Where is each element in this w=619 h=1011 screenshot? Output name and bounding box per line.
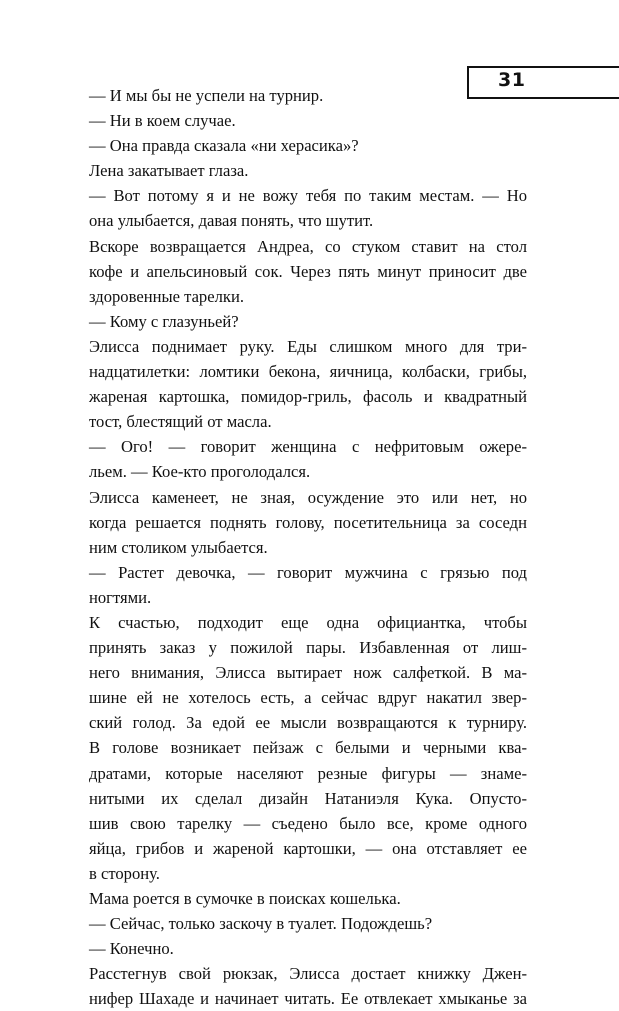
text-line: в сторону.: [89, 863, 160, 883]
text-line: — Конечно.: [89, 939, 174, 959]
text-line: льем. — Кое-кто проголодался.: [89, 462, 311, 482]
text-line: здоровенные тарелки.: [89, 286, 244, 306]
text-line: она улыбается, давая понять, что шутит.: [89, 211, 374, 231]
text-line: кофе и апельсиновый сок. Через пять минут приносит две: [89, 261, 527, 281]
text-line: — Кому с глазуньей?: [89, 311, 239, 331]
text-line: шине ей не хотелось есть, а сейчас вдруг накатил звер-: [89, 688, 527, 708]
text-line: шив свою тарелку — съедено было все, кроме одного: [89, 813, 527, 833]
text-line: ним столиком улыбается.: [89, 537, 268, 557]
text-line: Лена закатывает глаза.: [89, 161, 249, 181]
text-line: ский голод. За едой ее мысли возвращаются к турниру.: [89, 713, 527, 733]
text-line: — Растет девочка, — говорит мужчина с грязью под: [89, 562, 527, 582]
text-line: — Ни в коем случае.: [89, 111, 236, 131]
page-number: 31: [498, 69, 526, 91]
text-line: него внимания, Элисса вытирает нож салфеткой. В ма-: [89, 663, 527, 683]
text-line: нифер Шахаде и начинает читать. Ее отвлекает хмыканье за: [89, 989, 527, 1009]
text-line: В голове возникает пейзаж с белыми и черными ква-: [89, 738, 527, 758]
text-line: ногтями.: [89, 587, 152, 607]
text-line: дратами, которые населяют резные фигуры — знаме-: [89, 763, 527, 783]
text-line: — Сейчас, только заскочу в туалет. Подождешь?: [89, 914, 433, 934]
body-text: [89, 83, 527, 1011]
text-line: нитыми их сделал дизайн Натаниэля Кука. Опусто-: [89, 788, 527, 808]
text-line: — Вот потому я и не вожу тебя по таким местам. — Но: [89, 186, 527, 206]
text-line: когда решается поднять голову, посетительница за соседн: [89, 512, 527, 532]
text-line: — И мы бы не успели на турнир.: [89, 86, 324, 105]
text-line: — Ого! — говорит женщина с нефритовым ожере-: [89, 437, 527, 457]
text-line: Элисса каменеет, не зная, осуждение это или нет, но: [89, 487, 527, 507]
text-line: надцатилетки: ломтики бекона, яичница, колбаски, грибы,: [89, 362, 527, 382]
text-line: Мама роется в сумочке в поисках кошелька.: [89, 889, 401, 908]
text-line: К счастью, подходит еще одна официантка, чтобы: [89, 612, 527, 632]
text-line: Элисса поднимает руку. Еды слишком много для три-: [89, 336, 527, 356]
text-line: яйца, грибов и жареной картошки, — она отставляет ее: [89, 838, 527, 858]
text-line: жареная картошка, помидор-гриль, фасоль и квадратный: [89, 387, 527, 407]
text-line: принять заказ у пожилой пары. Избавленная от лиш-: [89, 638, 527, 658]
text-line: Вскоре возвращается Андреа, со стуком ставит на стол: [89, 236, 527, 256]
text-line: тост, блестящий от масла.: [89, 412, 272, 432]
text-line: Расстегнув свой рюкзак, Элисса достает книжку Джен-: [89, 964, 527, 984]
text-line: — Она правда сказала «ни херасика»?: [89, 136, 359, 156]
